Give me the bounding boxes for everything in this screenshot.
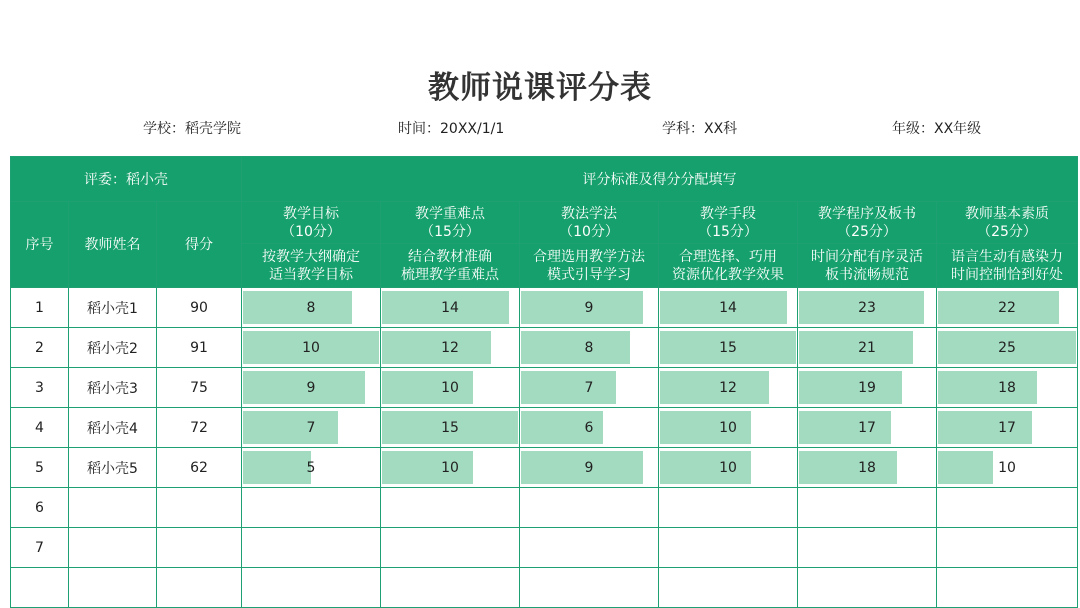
score-bar <box>243 411 338 444</box>
score-value: 10 <box>719 459 737 476</box>
criterion-score-cell[interactable] <box>937 528 1078 568</box>
score-bar <box>660 411 751 444</box>
score-value: 10 <box>441 459 459 476</box>
criterion-description <box>242 244 381 288</box>
criterion-score-cell[interactable] <box>242 568 381 608</box>
criterion-score-cell[interactable] <box>798 568 937 608</box>
score-value: 25 <box>998 339 1016 356</box>
criterion-description <box>381 244 520 288</box>
criterion-score-cell[interactable] <box>659 368 798 408</box>
criterion-score-cell[interactable] <box>520 328 659 368</box>
score-value: 12 <box>441 339 459 356</box>
row-index-cell[interactable]: 4 <box>11 408 69 448</box>
table-row <box>11 288 1078 328</box>
column-header-index: 序号 <box>11 202 69 288</box>
score-bar <box>799 331 913 364</box>
criterion-name: 教学手段 <box>700 205 757 222</box>
row-index-cell[interactable]: 6 <box>11 488 69 528</box>
criterion-score-cell[interactable] <box>937 288 1078 328</box>
table-row <box>11 328 1078 368</box>
criterion-name: 教学目标 <box>283 205 340 222</box>
criterion-score-cell[interactable] <box>520 488 659 528</box>
criterion-name: 教学重难点 <box>415 205 486 222</box>
criterion-description-line: 资源优化教学效果 <box>672 266 785 283</box>
criterion-score-cell[interactable] <box>242 448 381 488</box>
table-row <box>11 568 1078 608</box>
criterion-score-cell[interactable] <box>242 328 381 368</box>
table-row <box>11 408 1078 448</box>
score-value: 23 <box>858 299 876 316</box>
criterion-score-cell[interactable] <box>381 328 520 368</box>
total-score-cell[interactable]: 72 <box>157 408 242 448</box>
teacher-name-cell[interactable]: 稻小壳2 <box>69 328 157 368</box>
subject-info: 学科：XX科 <box>662 121 738 137</box>
criterion-header <box>242 202 381 244</box>
table-row <box>11 368 1078 408</box>
score-value: 17 <box>998 419 1016 436</box>
criterion-score-cell[interactable] <box>937 488 1078 528</box>
time-info: 时间：20XX/1/1 <box>398 121 505 137</box>
criterion-points: （15分） <box>698 223 758 240</box>
criterion-score-cell[interactable] <box>520 288 659 328</box>
score-value: 22 <box>998 299 1016 316</box>
table-row <box>11 448 1078 488</box>
school-info: 学校：稻壳学院 <box>143 121 241 137</box>
criterion-score-cell[interactable] <box>242 368 381 408</box>
criterion-score-cell[interactable] <box>798 328 937 368</box>
score-value: 9 <box>584 459 594 476</box>
total-score-cell[interactable]: 90 <box>157 288 242 328</box>
score-bar <box>799 411 891 444</box>
score-value: 5 <box>306 459 316 476</box>
score-bar <box>938 371 1037 404</box>
criterion-points: （10分） <box>281 223 341 240</box>
criterion-score-cell[interactable] <box>381 368 520 408</box>
teacher-name-cell[interactable]: 稻小壳5 <box>69 448 157 488</box>
score-bar <box>243 451 311 484</box>
criterion-description-line: 时间控制恰到好处 <box>951 266 1064 283</box>
criterion-score-cell[interactable] <box>659 408 798 448</box>
criterion-score-cell[interactable] <box>659 488 798 528</box>
total-score-cell[interactable]: 62 <box>157 448 242 488</box>
criterion-name: 教法学法 <box>561 205 618 222</box>
score-value: 10 <box>441 379 459 396</box>
teacher-name-cell[interactable] <box>69 528 157 568</box>
score-bar <box>660 451 751 484</box>
table-row <box>11 528 1078 568</box>
column-header-name: 教师姓名 <box>69 202 157 288</box>
column-header-score: 得分 <box>157 202 242 288</box>
criterion-score-cell[interactable] <box>798 488 937 528</box>
row-index-cell[interactable] <box>11 568 69 608</box>
score-value: 18 <box>998 379 1016 396</box>
criterion-score-cell[interactable] <box>381 408 520 448</box>
score-value: 15 <box>719 339 737 356</box>
criterion-description <box>937 244 1078 288</box>
teacher-name-cell[interactable]: 稻小壳4 <box>69 408 157 448</box>
score-value: 12 <box>719 379 737 396</box>
criterion-score-cell[interactable] <box>798 408 937 448</box>
score-value: 14 <box>441 299 459 316</box>
criterion-description-line: 语言生动有感染力 <box>951 248 1064 265</box>
score-value: 7 <box>306 419 316 436</box>
criterion-score-cell[interactable] <box>798 448 937 488</box>
criterion-score-cell[interactable] <box>381 528 520 568</box>
criterion-score-cell[interactable] <box>242 288 381 328</box>
criterion-description-line: 结合教材准确 <box>408 248 493 265</box>
row-index-cell[interactable]: 5 <box>11 448 69 488</box>
criterion-description <box>520 244 659 288</box>
criterion-score-cell[interactable] <box>937 408 1078 448</box>
criterion-score-cell[interactable] <box>798 288 937 328</box>
score-bar <box>799 371 902 404</box>
score-bar <box>521 371 616 404</box>
criterion-description-line: 板书流畅规范 <box>825 266 910 283</box>
criterion-score-cell[interactable] <box>520 448 659 488</box>
criterion-score-cell[interactable] <box>937 448 1078 488</box>
score-bar <box>382 451 473 484</box>
criterion-score-cell[interactable] <box>520 568 659 608</box>
criterion-name: 教师基本素质 <box>965 205 1050 222</box>
score-bar <box>938 451 993 484</box>
table-row <box>11 488 1078 528</box>
criterion-description-line: 模式引导学习 <box>547 266 632 283</box>
criterion-description-line: 时间分配有序灵活 <box>811 248 924 265</box>
criterion-description-line: 按教学大纲确定 <box>262 248 361 265</box>
criterion-header <box>520 202 659 244</box>
teacher-name-cell[interactable] <box>69 488 157 528</box>
total-score-cell[interactable] <box>157 568 242 608</box>
score-bar <box>660 371 769 404</box>
criterion-score-cell[interactable] <box>659 568 798 608</box>
total-score-cell[interactable]: 75 <box>157 368 242 408</box>
criterion-score-cell[interactable] <box>659 448 798 488</box>
score-value: 8 <box>584 339 594 356</box>
teacher-name-cell[interactable]: 稻小壳3 <box>69 368 157 408</box>
score-bar <box>243 371 365 404</box>
criterion-description <box>798 244 937 288</box>
criterion-score-cell[interactable] <box>937 368 1078 408</box>
teacher-name-cell[interactable]: 稻小壳1 <box>69 288 157 328</box>
total-score-cell[interactable]: 91 <box>157 328 242 368</box>
criterion-name: 教学程序及板书 <box>818 205 917 222</box>
score-bar <box>521 331 630 364</box>
score-value: 9 <box>306 379 316 396</box>
criterion-header <box>659 202 798 244</box>
grade-info: 年级：XX年级 <box>892 121 982 137</box>
criterion-points: （25分） <box>837 223 897 240</box>
score-table <box>10 156 1078 608</box>
score-value: 10 <box>998 459 1016 476</box>
criterion-score-cell[interactable] <box>798 368 937 408</box>
criterion-description-line: 合理选择、巧用 <box>679 248 778 265</box>
total-score-cell[interactable] <box>157 488 242 528</box>
criterion-points: （25分） <box>977 223 1037 240</box>
teacher-name-cell[interactable] <box>69 568 157 608</box>
criterion-score-cell[interactable] <box>381 568 520 608</box>
criterion-score-cell[interactable] <box>242 528 381 568</box>
criterion-score-cell[interactable] <box>520 528 659 568</box>
score-value: 7 <box>584 379 594 396</box>
row-index-cell[interactable]: 1 <box>11 288 69 328</box>
row-index-cell[interactable]: 3 <box>11 368 69 408</box>
score-value: 10 <box>302 339 320 356</box>
criterion-description-line: 适当教学目标 <box>269 266 354 283</box>
score-bar <box>521 291 643 324</box>
criterion-score-cell[interactable] <box>937 568 1078 608</box>
total-score-cell[interactable] <box>157 528 242 568</box>
page-title: 教师说课评分表 <box>428 70 652 106</box>
criterion-header <box>937 202 1078 244</box>
score-value: 14 <box>719 299 737 316</box>
criterion-score-cell[interactable] <box>381 288 520 328</box>
score-bar <box>521 451 643 484</box>
score-bar <box>938 411 1032 444</box>
criterion-score-cell[interactable] <box>381 488 520 528</box>
criterion-score-cell[interactable] <box>520 408 659 448</box>
score-bar <box>382 331 491 364</box>
score-value: 9 <box>584 299 594 316</box>
criterion-header <box>798 202 937 244</box>
criterion-score-cell[interactable] <box>659 528 798 568</box>
criterion-score-cell[interactable] <box>798 528 937 568</box>
criterion-points: （15分） <box>420 223 480 240</box>
criterion-points: （10分） <box>559 223 619 240</box>
criterion-description-line: 合理选用教学方法 <box>533 248 646 265</box>
criterion-description <box>659 244 798 288</box>
criterion-score-cell[interactable] <box>659 328 798 368</box>
score-bar <box>243 291 352 324</box>
criterion-description-line: 梳理教学重难点 <box>401 266 500 283</box>
criterion-score-cell[interactable] <box>659 288 798 328</box>
score-value: 21 <box>858 339 876 356</box>
criterion-score-cell[interactable] <box>242 488 381 528</box>
score-value: 15 <box>441 419 459 436</box>
score-value: 19 <box>858 379 876 396</box>
criterion-score-cell[interactable] <box>381 448 520 488</box>
score-value: 6 <box>584 419 594 436</box>
score-value: 18 <box>858 459 876 476</box>
criterion-header <box>381 202 520 244</box>
criteria-header: 评分标准及得分分配填写 <box>242 157 1078 202</box>
criterion-score-cell[interactable] <box>937 328 1078 368</box>
row-index-cell[interactable]: 2 <box>11 328 69 368</box>
criterion-score-cell[interactable] <box>520 368 659 408</box>
judge-cell: 评委：稻小壳 <box>11 157 242 202</box>
score-value: 8 <box>306 299 316 316</box>
row-index-cell[interactable]: 7 <box>11 528 69 568</box>
score-bar <box>382 371 473 404</box>
criterion-score-cell[interactable] <box>242 408 381 448</box>
score-value: 10 <box>719 419 737 436</box>
score-value: 17 <box>858 419 876 436</box>
score-bar <box>799 451 897 484</box>
